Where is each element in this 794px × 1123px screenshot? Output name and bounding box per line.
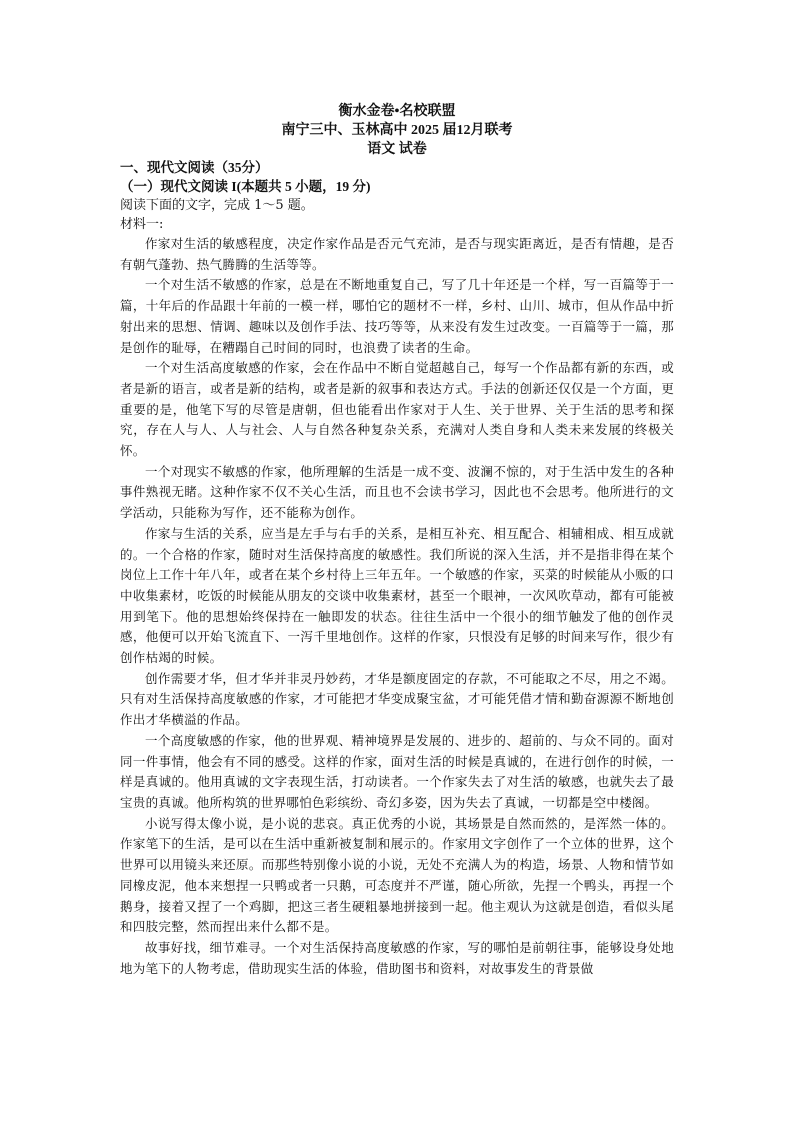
exam-subject-title: 语文 试卷: [367, 142, 427, 157]
paragraph: 一个对生活高度敏感的作家，会在作品中不断自觉超越自己，每写一个作品都有新的东西，或者是新的语言，或者是新的结构，或者是新的叙事和表达方式。手法的创新还仅仅是一个方面，更重要的是，他笔下写的尽管是唐朝，但也能看出作家对于人生、关于世界、关于生活的思考和探究，存在人与人、人与社会、人与自然各种复杂关系，充满对人类自身和人类未来发展的终极关怀。: [120, 360, 674, 459]
section-title: 一、现代文阅读（35分）: [120, 160, 269, 175]
material-label: 材料一:: [120, 217, 164, 232]
exam-school-title: 南宁三中、玉林高中 2025 届12月联考: [281, 123, 513, 138]
paragraph: 小说写得太像小说，是小说的悲哀。真正优秀的小说，其场景是自然而然的，是浑然一体的。作家笔下的生活，是可以在生活中重新被复制和展示的。作家用文字创作了一个立体的世界，这个世界可以用镜头来还原。而那些特别像小说的小说，无处不充满人为的构造，场景、人物和情节如同橡皮泥，他本来想捏一只鸭或者一只鹅，可态度并不严谨，随心所欲，先捏一个鸭头，再捏一个鹅身，接着又捏了一个鸡脚，把这三者生硬粗暴地拼接到一起。他主观认为这就是创造，看似头尾和四肢完整，然而捏出来什么都不是。: [120, 815, 674, 935]
subsection-title: （一）现代文阅读 I(本题共 5 小题，19 分): [120, 179, 371, 194]
paragraph: 作家与生活的关系，应当是左手与右手的关系，是相互补充、相互配合、相辅相成、相互成就的。一个合格的作家，随时对生活保持高度的敏感性。我们所说的深入生活，并不是指非得在某个岗位上工作十年八年，或者在某个乡村待上三年五年。一个敏感的作家，买菜的时候能从小贩的口中收集素材，吃饭的时候能从朋友的交谈中收集素材，甚至一个眼神，一次风吹草动，都有可能被用到笔下。他的思想始终保持在一触即发的状态。往往生活中一个很小的细节触发了他的创作灵感，他便可以开始飞流直下、一泻千里地创作。这样的作家，只恨没有足够的时间来写作，很少有创作枯竭的时候。: [120, 525, 674, 666]
exam-header: [0, 102, 794, 159]
paragraph: 故事好找，细节难寻。一个对生活保持高度敏感的作家，写的哪怕是前朝往事，能够设身处地地为笔下的人物考虑，借助现实生活的体验，借助图书和资料，对故事发生的背景做: [120, 939, 674, 976]
reading-instruction: 阅读下面的文字，完成 1～5 题。: [120, 198, 314, 213]
exam-series-title: 衡水金卷•名校联盟: [338, 104, 456, 119]
paragraph: 作家对生活的敏感程度，决定作家作品是否元气充沛，是否与现实距离近，是否有情趣，是否有朝气蓬勃、热气腾腾的生活等等。: [120, 236, 674, 272]
exam-content: [120, 158, 674, 979]
paragraph: 创作需要才华，但才华并非灵丹妙药，才华是额度固定的存款，不可能取之不尽，用之不竭。只有对生活保持高度敏感的作家，才可能把才华变成聚宝盆，才可能凭借才情和勤奋源源不断地创作出才华横溢的作品。: [120, 670, 674, 728]
paragraph: 一个对现实不敏感的作家，他所理解的生活是一成不变、波澜不惊的，对于生活中发生的各种事件熟视无睹。这种作家不仅不关心生活，而且也不会读书学习，因此也不会思考。他所进行的文学活动，只能称为写作，还不能称为创作。: [120, 463, 674, 521]
paragraph: 一个高度敏感的作家，他的世界观、精神境界是发展的、进步的、超前的、与众不同的。面对同一件事情，他会有不同的感受。这样的作家，面对生活的时候是真诚的，在进行创作的时候，一样是真诚的。他用真诚的文字表现生活，打动读者。一个作家失去了对生活的敏感，也就失去了最宝贵的真诚。他所构筑的世界哪怕色彩缤纷、奇幻多姿，因为失去了真诚，一切都是空中楼阁。: [120, 732, 674, 810]
paragraph: 一个对生活不敏感的作家，总是在不断地重复自己，写了几十年还是一个样，写一百篇等于一篇，十年后的作品跟十年前的一模一样，哪怕它的题材不一样，乡村、山川、城市，但从作品中折射出来的思想、情调、趣味以及创作手法、技巧等等，从来没有发生过改变。一百篇等于一篇，那是创作的耻辱，在糟蹋自己时间的同时，也浪费了读者的生命。: [120, 277, 674, 355]
